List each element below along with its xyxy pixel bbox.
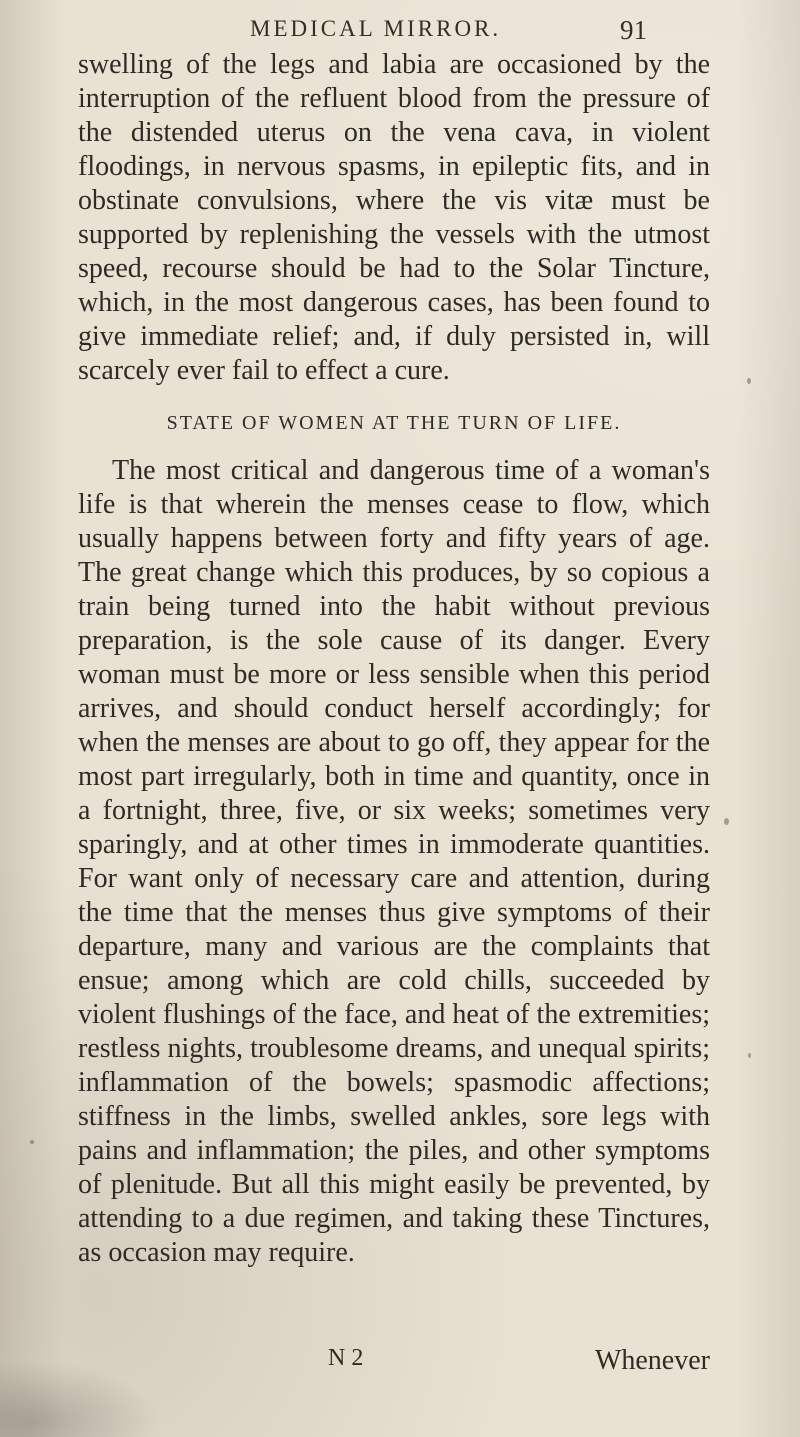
- page-number: 91: [620, 15, 647, 45]
- body-text: [78, 48, 710, 1270]
- paper-speck: [747, 378, 751, 384]
- paragraph-swelling: swelling of the legs and labia are occasioned by the interruption of the refluent blood from the pressure of the distended uterus on the vena cava, in violent floodings, in nervous spasms, in epileptic fits, and in obstinate convulsions, where the vis vitæ must be supported by replenishing the vessels with the utmost speed, recourse should be had to the Solar Tincture, which, in the most dangerous cases, has been found to give immediate relief; and, if duly persisted in, will scarcely ever fail to effect a cure.: [78, 49, 710, 386]
- paper-speck: [724, 818, 729, 825]
- signature-mark: N 2: [328, 1345, 364, 1371]
- paper-speck: [30, 1140, 34, 1144]
- section-heading: STATE OF WOMEN AT THE TURN OF LIFE.: [166, 412, 622, 434]
- paragraph-turn-of-life: The most critical and dangerous time of a woman's life is that wherein the menses cease to flow, which usually happens between forty and fifty years of age. The great change which this produces, by so copious a train being turned into the habit without previous preparation, is the sole cause of its danger. Every woman must be more or less sensible when this period arrives, and should conduct herself accordingly; for when the menses are about to go off, they appear for the most part irregularly, both in time and quantity, once in a fortnight, three, five, or six weeks; sometimes very sparingly, and at other times in immoderate quantities. For want only of necessary care and attention, during the time that the menses thus give symptoms of their departure, many and various are the complaints that ensue; among which are cold chills, succeeded by violent flushings of the face, and heat of the extremities; restless nights, troublesome dreams, and unequal spirits; inflammation of the bowels; spasmodic affections; stiffness in the limbs, swelled ankles, sore legs with pains and inflammation; the piles, and other symptoms of plenitude. But all this might easily be prevented, by attending to a due regimen, and taking these Tinctures, as occasion may require.: [78, 455, 710, 1268]
- running-title: MEDICAL MIRROR.: [250, 16, 502, 41]
- catchword-line: [78, 1345, 710, 1379]
- paper-stain: [0, 1360, 160, 1437]
- catchword: Whenever: [594, 1345, 710, 1376]
- paper-speck: [748, 1053, 751, 1058]
- running-header: [0, 12, 800, 48]
